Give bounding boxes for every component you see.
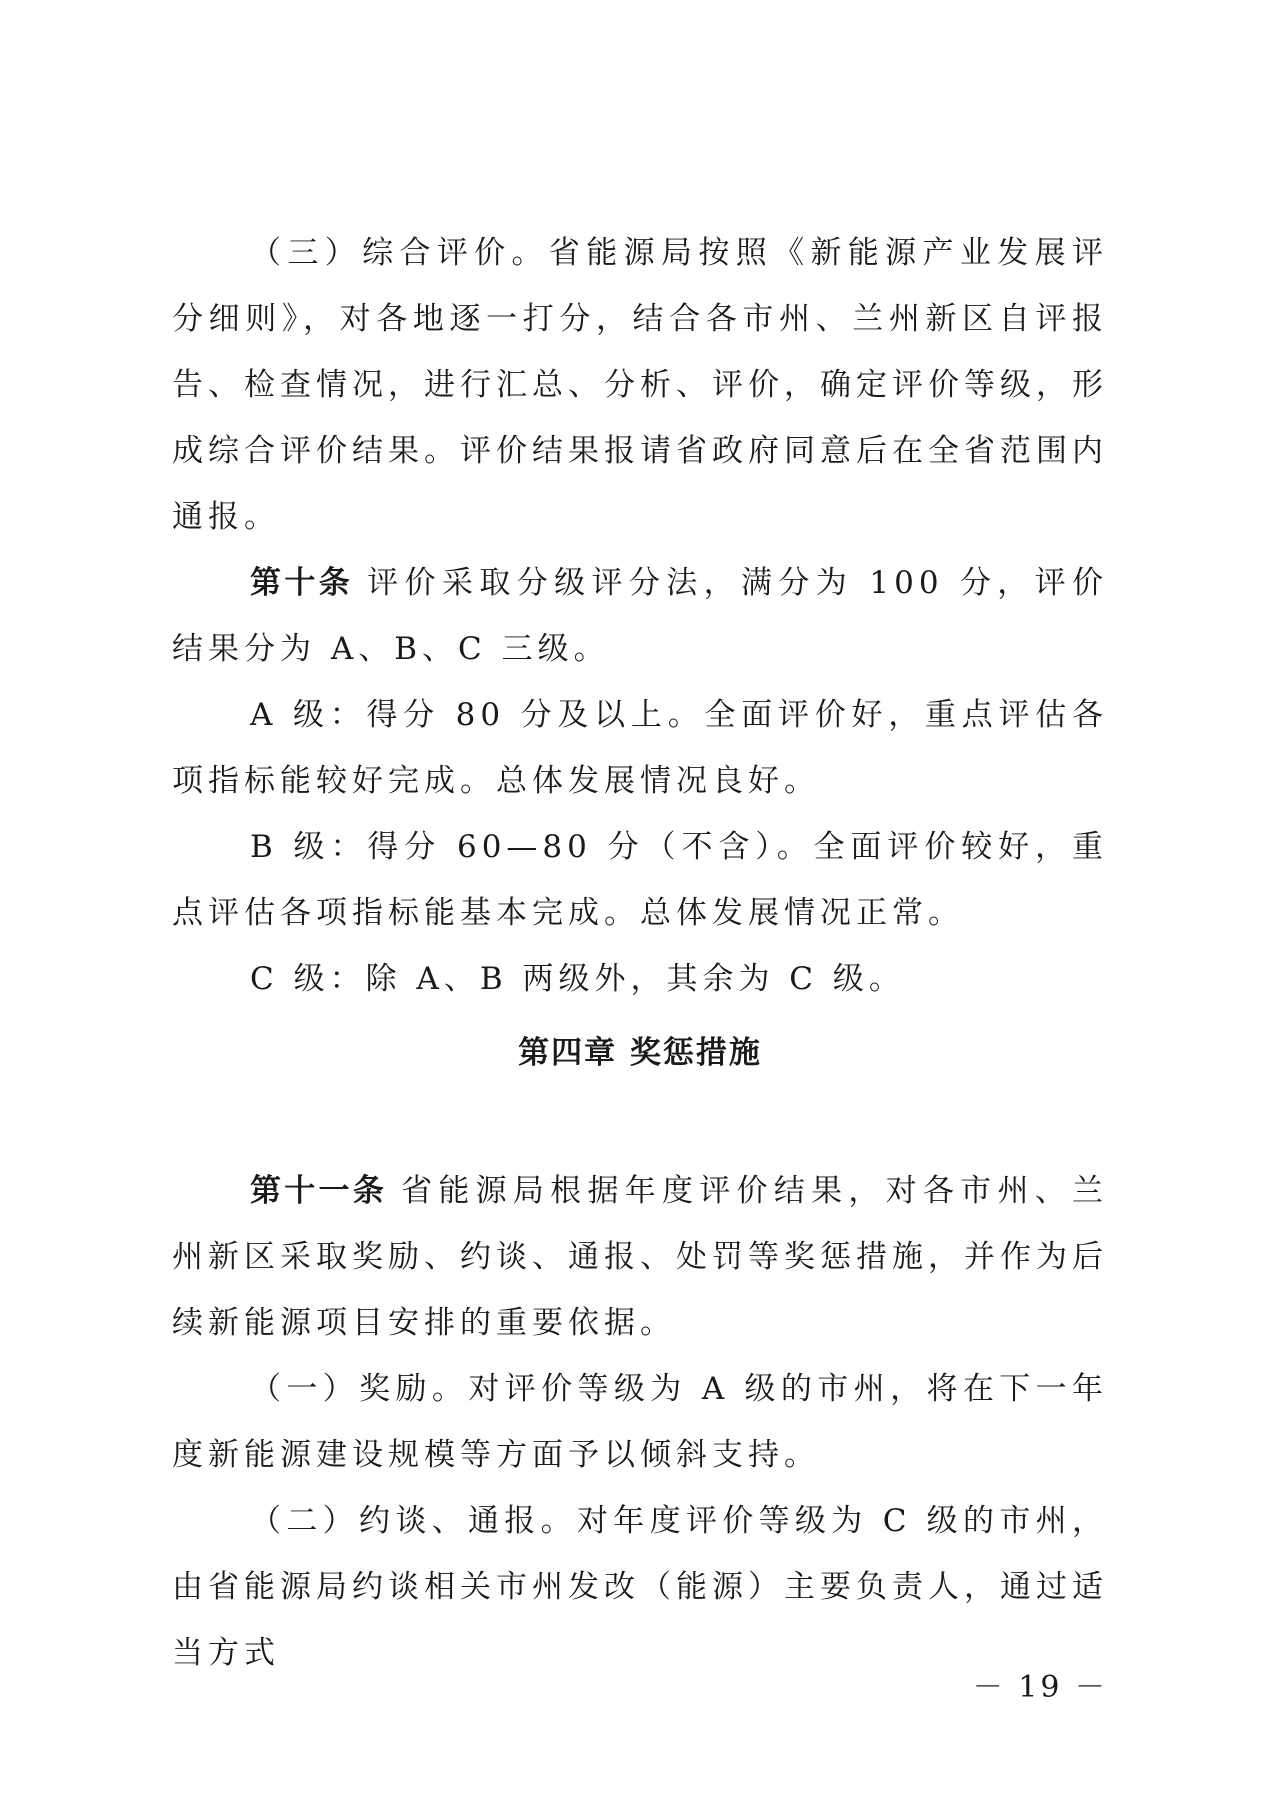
paragraph-grade-b: B 级：得分 60—80 分（不含）。全面评价较好，重点评估各项指标能基本完成。总体发展情况正常。 [172, 829, 1108, 931]
paragraph-article-10 [172, 550, 1108, 682]
article-11-body: 省能源局根据年度评价结果，对各市州、兰州新区采取奖励、约谈、通报、处罚等奖惩措施，并作为后续新能源项目安排的重要依据。 [172, 1173, 1109, 1341]
article-10-title: 第十条 [250, 565, 354, 601]
paragraph-item-reward: （一）奖励。对评价等级为 A 级的市州，将在下一年度新能源建设规模等方面予以倾斜支持。 [172, 1371, 1108, 1473]
section-rewards-penalties [172, 1158, 1108, 1686]
page-number: － 19 － [972, 1670, 1108, 1705]
chapter-heading: 第四章 奖惩措施 [518, 1035, 762, 1071]
paragraph-article-11 [172, 1158, 1108, 1356]
section-evaluation [172, 220, 1108, 1012]
article-11-title: 第十一条 [250, 1173, 388, 1209]
article-10-body: 评价采取分级评分法，满分为 100 分，评价结果分为 A、B、C 三级。 [172, 565, 1108, 667]
paragraph-grade-a: A 级：得分 80 分及以上。全面评价好，重点评估各项指标能较好完成。总体发展情况良好。 [172, 697, 1108, 799]
paragraph-item-interview: （二）约谈、通报。对年度评价等级为 C 级的市州，由省能源局约谈相关市州发改（能源）主要负责人，通过适当方式 [172, 1503, 1108, 1671]
paragraph-grade-c: C 级：除 A、B 两级外，其余为 C 级。 [250, 961, 905, 997]
paragraph-comprehensive-evaluation: （三）综合评价。省能源局按照《新能源产业发展评分细则》，对各地逐一打分，结合各市州、兰州新区自评报告、检查情况，进行汇总、分析、评价，确定评价等级，形成综合评价结果。评价结果报请省政府同意后在全省范围内通报。 [172, 235, 1108, 535]
